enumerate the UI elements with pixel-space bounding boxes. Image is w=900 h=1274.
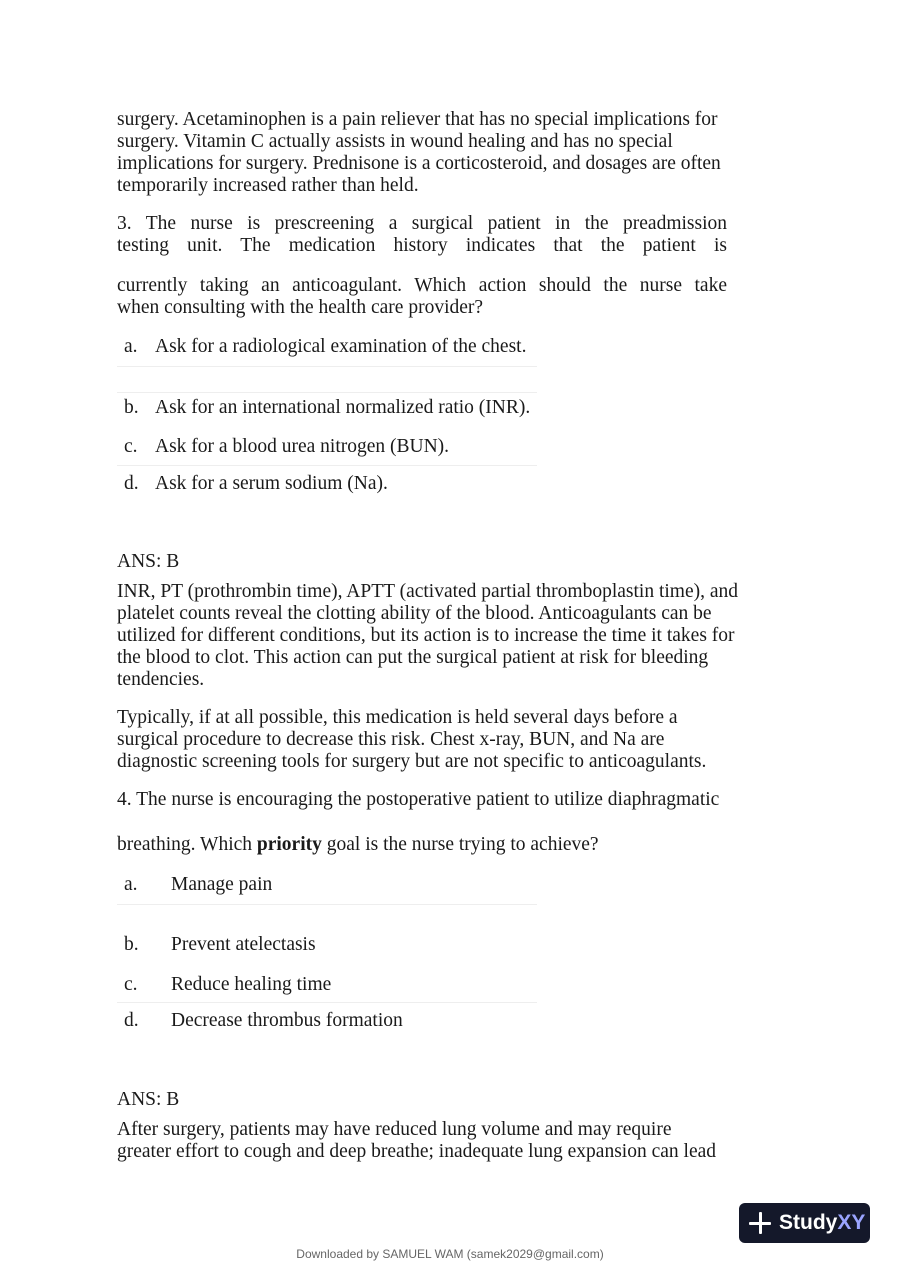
rationale-line: INR, PT (prothrombin time), APTT (activated partial thromboplastin time), and — [117, 581, 739, 602]
stem-text: breathing. Which — [117, 834, 257, 855]
q3-rationale-paragraph — [117, 581, 817, 691]
q3-answer: ANS: B — [117, 551, 180, 572]
intro-line: surgery. Acetaminophen is a pain reliever that has no special implications for — [117, 109, 718, 130]
q4-rationale-paragraph — [117, 1119, 817, 1163]
option-text: Ask for an international normalized ratio (INR). — [155, 397, 531, 418]
option-letter: a. — [124, 874, 138, 895]
option-text: Manage pain — [171, 874, 273, 895]
badge-text-main: Study — [779, 1211, 838, 1234]
q3-stem-line: testing unit. The medication history indicates that the patient is — [117, 235, 727, 256]
option-text: Ask for a serum sodium (Na). — [155, 473, 388, 494]
rationale-line: surgical procedure to decrease this risk. Chest x-ray, BUN, and Na are — [117, 729, 665, 750]
emphasis-text: priority — [256, 834, 322, 855]
option-text: Prevent atelectasis — [171, 934, 316, 955]
option-text: Decrease thrombus formation — [171, 1010, 403, 1031]
option-text: Ask for a radiological examination of the chest. — [155, 336, 527, 357]
option-letter: d. — [124, 473, 139, 494]
q3-stem-line: currently taking an anticoagulant. Which action should the nurse take — [117, 275, 727, 296]
badge-text-accent: XY — [837, 1211, 866, 1234]
q3-option-c — [117, 436, 537, 458]
option-letter: d. — [124, 1010, 139, 1031]
stem-text: goal is the nurse trying to achieve? — [321, 834, 599, 855]
option-text: Reduce healing time — [171, 974, 332, 995]
q3-option-b — [117, 397, 537, 419]
studyxy-badge[interactable] — [739, 1203, 870, 1243]
intro-paragraph — [117, 109, 817, 197]
intro-line: surgery. Vitamin C actually assists in wound healing and has no special — [117, 131, 673, 152]
option-divider — [117, 465, 537, 466]
q4-option-c — [117, 974, 537, 996]
option-letter: b. — [124, 397, 139, 418]
q4-stem-line: 4. The nurse is encouraging the postoperative patient to utilize diaphragmatic — [117, 789, 720, 810]
q4-option-a — [117, 874, 537, 896]
download-footer: Downloaded by SAMUEL WAM (samek2029@gmail.com) — [296, 1247, 604, 1261]
rationale-line: utilized for different conditions, but its action is to increase the time it takes for — [117, 625, 735, 646]
option-divider — [117, 366, 537, 367]
option-letter: c. — [124, 974, 138, 995]
option-divider — [117, 1002, 537, 1003]
option-divider — [117, 904, 537, 905]
q4-option-b — [117, 934, 537, 956]
rationale-line: diagnostic screening tools for surgery but are not specific to anticoagulants. — [117, 751, 707, 772]
option-letter: c. — [124, 436, 138, 457]
intro-line: implications for surgery. Prednisone is a corticosteroid, and dosages are often — [117, 153, 721, 174]
q4-answer: ANS: B — [117, 1089, 180, 1110]
q3-stem-line: 3. The nurse is prescreening a surgical patient in the preadmission — [117, 213, 727, 234]
option-divider — [117, 392, 537, 393]
rationale-line: greater effort to cough and deep breathe; inadequate lung expansion can lead — [117, 1141, 717, 1162]
option-text: Ask for a blood urea nitrogen (BUN). — [155, 436, 450, 457]
intro-line: temporarily increased rather than held. — [117, 175, 419, 196]
option-letter: b. — [124, 934, 139, 955]
q3-rationale-paragraph — [117, 707, 817, 773]
rationale-line: After surgery, patients may have reduced lung volume and may require — [117, 1119, 672, 1140]
rationale-line: platelet counts reveal the clotting ability of the blood. Anticoagulants can be — [117, 603, 712, 624]
rationale-line: tendencies. — [117, 669, 205, 690]
plus-icon — [749, 1212, 771, 1234]
rationale-line: the blood to clot. This action can put the surgical patient at risk for bleeding — [117, 647, 709, 668]
rationale-line: Typically, if at all possible, this medication is held several days before a — [117, 707, 678, 728]
option-letter: a. — [124, 336, 138, 357]
q4-stem-line — [117, 834, 599, 856]
q3-option-a — [117, 336, 537, 358]
q3-stem-line: when consulting with the health care provider? — [117, 297, 484, 318]
q4-option-d — [117, 1010, 537, 1032]
q3-option-d — [117, 473, 537, 495]
